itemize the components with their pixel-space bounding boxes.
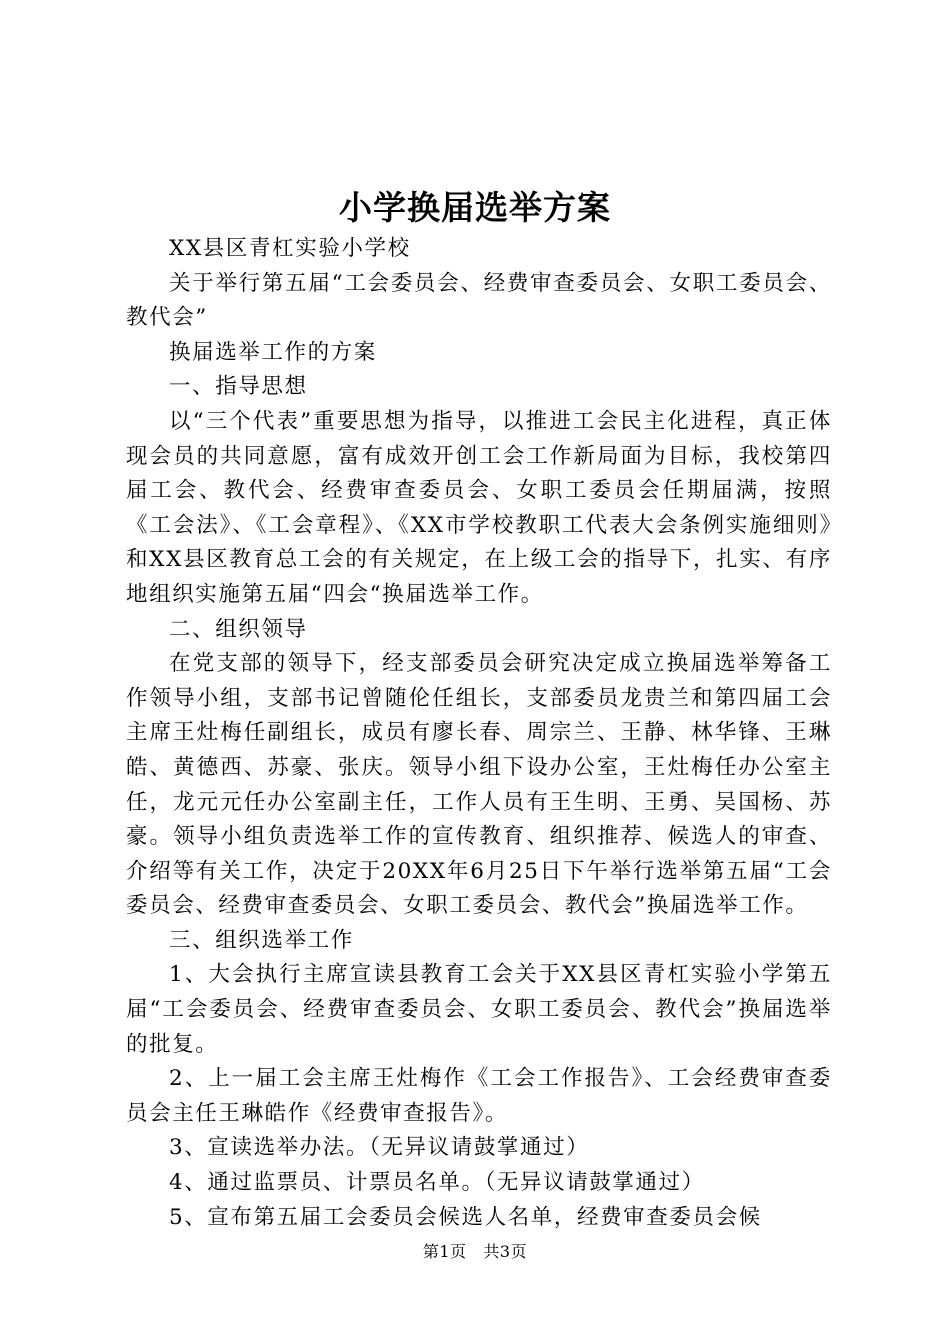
list-item-step-2: 2、上一届工会主席王灶梅作《工会工作报告》、工会经费审查委员会主任王琳皓作《经费审查报告》。 [126,1066,832,1126]
paragraph-organization: 在党支部的领导下，经支部委员会研究决定成立换届选举筹备工作领导小组，支部书记曾随伦任组长，支部委员龙贵兰和第四届工会主席王灶梅任副组长，成员有廖长春、周宗兰、王静、林华锋、王琳皓、黄德西、苏豪、张庆。领导小组下设办公室，王灶梅任办公室主任，龙元元任办公室副主任，工作人员有王生明、王勇、吴国杨、苏豪。领导小组负责选举工作的宣传教育、组织推荐、候选人的审查、介绍等有关工作，决定于20XX年6月25日下午举行选举第五届“工会委员会、经费审查委员会、女职工委员会、教代会”换届选举工作。 [126,651,832,919]
list-item-step-3: 3、宣读选举办法。（无异议请鼓掌通过） [169,1135,590,1161]
list-item-step-5: 5、宣布第五届工会委员会候选人名单，经费审查委员会候 [169,1204,762,1230]
list-item-step-1: 1、大会执行主席宣读县教育工会关于XX县区青杠实验小学第五届“工会委员会、经费审查委员会、女职工委员会、教代会”换届选举的批复。 [126,962,832,1057]
page-number: 第1页 [422,1242,467,1261]
paragraph-subject-cont: 换届选举工作的方案 [169,339,377,365]
document-title: 小学换届选举方案 [339,188,611,227]
list-item-step-4: 4、通过监票员、计票员名单。（无异议请鼓掌通过） [169,1170,705,1196]
page-total: 共3页 [483,1242,528,1261]
section-heading-guiding-ideology: 一、指导思想 [169,374,308,400]
paragraph-school-name: XX县区青杠实验小学校 [169,236,411,261]
paragraph-guiding-ideology: 以“三个代表”重要思想为指导，以推进工会民主化进程，真正体现会员的共同意愿，富有成效开创工会工作新局面为目标，我校第四届工会、教代会、经费审查委员会、女职工委员会任期届满，按照《工会法》、《工会章程》、《XX市学校教职工代表大会条例实施细则》和XX县区教育总工会的有关规定，在上级工会的指导下，扎实、有序地组织实施第五届“四会“换届选举工作。 [126,408,832,607]
section-heading-organization: 二、组织领导 [169,616,308,642]
paragraph-subject: 关于举行第五届“工会委员会、经费审查委员会、女职工委员会、教代会” [126,270,832,331]
document-body [126,232,832,1235]
section-heading-election-work: 三、组织选举工作 [169,927,354,953]
page-footer [0,1240,950,1264]
